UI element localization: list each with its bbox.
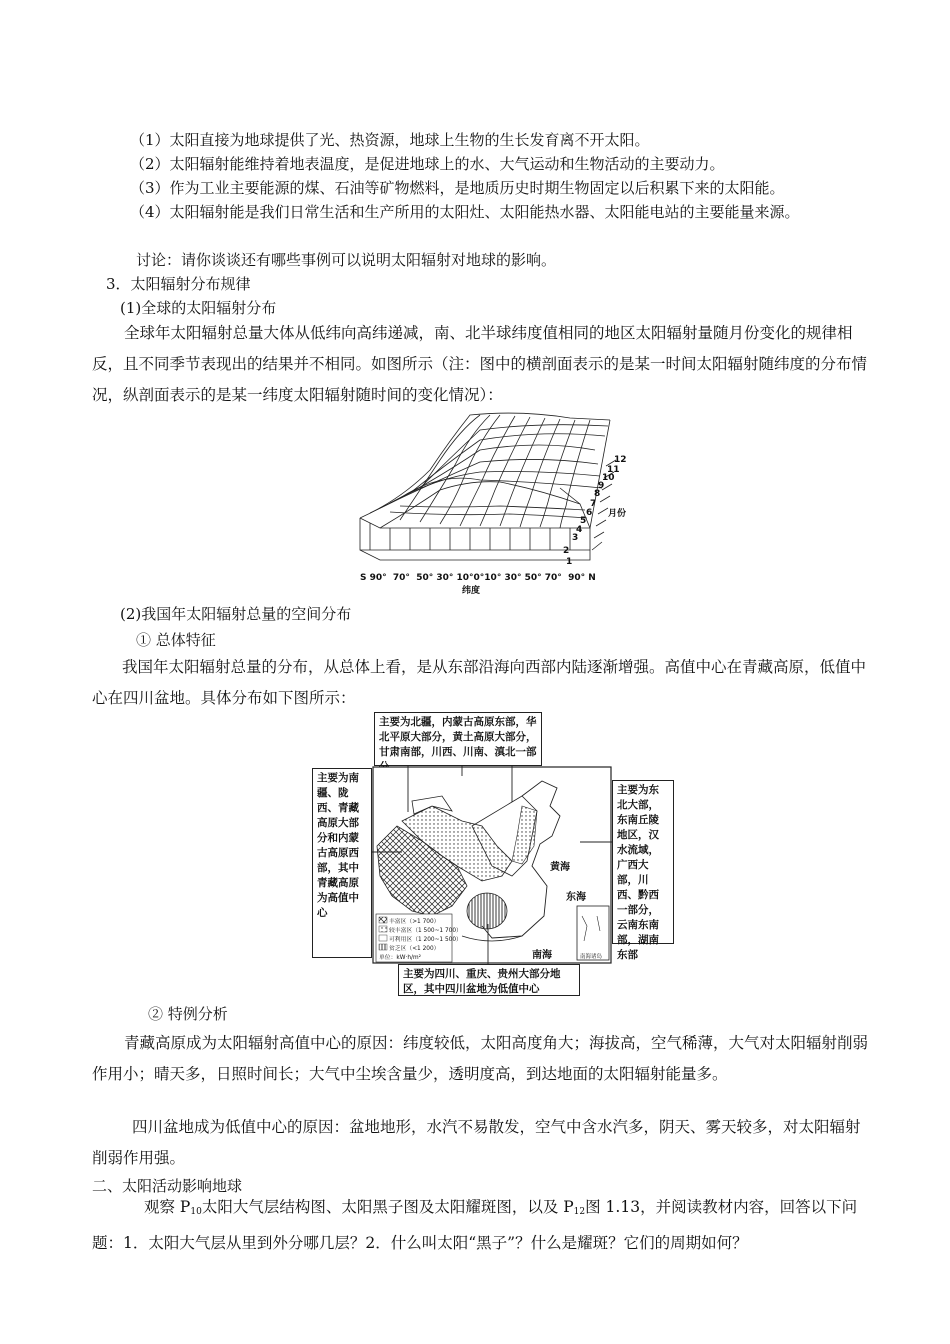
annotation-box-right: 主要为东北大部，东南丘陵地区，汉水流域，广西大部，川西、黔西一部分，云南东南部，湖南东部 [612, 780, 674, 944]
legend-item: 较丰富区（1 500~1 700） [389, 928, 462, 934]
month-label: 1 [566, 557, 573, 567]
month-label: 4 [576, 525, 583, 535]
discussion-text: 讨论：请你谈谈还有哪些事例可以说明太阳辐射对地球的影响。 [136, 251, 557, 269]
paragraph: 青藏高原成为太阳辐射高值中心的原因：纬度较低，太阳高度角大；海拔高，空气稀薄，大气对太阳辐射削弱作用小；晴天多，日照时间长；大气中尘埃含量少，透明度高，到达地面的太阳辐射能量多。 [92, 1034, 869, 1083]
legend-item: 可利用区（1 200~1 500） [389, 937, 462, 943]
paragraph: 我国年太阳辐射总量的分布，从总体上看，是从东部沿海向西部内陆逐渐增强。高值中心在青藏高原，低值中心在四川盆地。具体分布如下图所示： [92, 658, 867, 707]
month-label: 8 [594, 489, 601, 499]
annotation-box-top: 主要为北疆，内蒙古高原东部，华北平原大部分，黄土高原大部分，甘肃南部，川西、川南、滇北一部 [374, 712, 542, 766]
latitude-tick-labels: S 90° 70° 50° 30° 10°0°10° 30° 50° 70° 90° N [360, 573, 596, 583]
month-label: 10 [602, 473, 615, 483]
month-label: 11 [607, 465, 620, 475]
sea-label-east: 东海 [566, 892, 586, 903]
legend-item: 贫乏区（<1 200） [389, 946, 440, 952]
inset-label: 南海诸岛 [580, 954, 603, 960]
list-item: （3）作为工业主要能源的煤、石油等矿物燃料，是地质历史时期生物固定以后积累下来的太阳能。 [130, 179, 785, 197]
paragraph: 四川盆地成为低值中心的原因：盆地地形，水汽不易散发，空气中含水汽多，阴天、雾天较多，对太阳辐射削弱作用强。 [92, 1118, 861, 1167]
annotation-box-left: 主要为南疆、陇西、青藏高原大部分和内蒙古高原西部，其中青藏高原为高值中心 [312, 768, 372, 958]
sea-label-yellow: 黄海 [550, 862, 570, 873]
month-label: 5 [580, 516, 587, 526]
subsection-title: (2)我国年太阳辐射总量的空间分布 [120, 605, 352, 623]
month-label: 12 [614, 455, 627, 465]
month-label: 2 [563, 546, 570, 556]
month-label: 3 [572, 533, 579, 543]
paragraph: 全球年太阳辐射总量大体从低纬向高纬递减，南、北半球纬度值相同的地区太阳辐射量随月份变化的规律相反，且不同季节表现出的结果并不相同。如图所示（注：图中的横剖面表示的是某一时间太阳辐射随纬度的分布情况，纵剖面表示的是某一纬度太阳辐射随时间的变化情况）： [92, 324, 868, 404]
china-radiation-map-figure [312, 712, 674, 996]
month-label: 9 [598, 481, 605, 491]
legend-unit: 单位：kW·h/m² [379, 955, 421, 961]
paragraph: 观察 $P_{10}$太阳大气层结构图、太阳黑子图及太阳耀斑图，以及 $P_{12}$图 1.13，并阅读教材内容，回答以下问题：1．太阳大气层从里到外分哪几层？2．什么叫太阳“黑子”？什么是耀斑？它们的周期如何？ [92, 1198, 858, 1252]
list-item: （1）太阳直接为地球提供了光、热资源，地球上生物的生长发育离不开太阳。 [130, 131, 650, 149]
point-title: ① 总体特征 [136, 631, 216, 649]
month-label: 6 [586, 508, 593, 518]
list-item: （2）太阳辐射能维持着地表温度，是促进地球上的水、大气运动和生物活动的主要动力。 [130, 155, 725, 173]
sea-label-south: 南海 [532, 950, 552, 961]
month-axis-label: 月份 [608, 509, 627, 519]
legend-item: 丰富区（>1 700） [389, 919, 440, 925]
annotation-box-bottom: 主要为四川、重庆、贵州大部分地区，其中四川盆地为低值中心 [398, 964, 580, 996]
month-label: 7 [590, 499, 597, 509]
point-title: ② 特例分析 [148, 1005, 228, 1023]
section-title: 3．太阳辐射分布规律 [106, 275, 251, 293]
global-radiation-surface-figure [340, 410, 640, 596]
section-title: 二、太阳活动影响地球 [92, 1177, 243, 1195]
list-item: （4）太阳辐射能是我们日常生活和生产所用的太阳灶、太阳能热水器、太阳能电站的主要能量来源。 [130, 203, 800, 221]
latitude-axis-label: 纬度 [462, 586, 481, 596]
subsection-title: (1)全球的太阳辐射分布 [120, 299, 277, 317]
